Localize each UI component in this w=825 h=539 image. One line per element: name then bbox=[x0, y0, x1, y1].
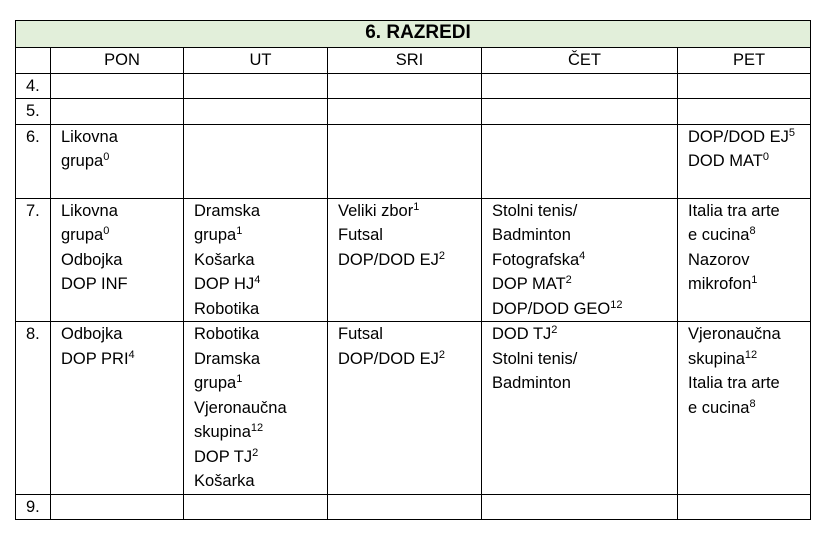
schedule-cell bbox=[482, 322, 678, 495]
schedule-cell bbox=[678, 494, 811, 520]
activity-footnote: 0 bbox=[103, 151, 110, 163]
activity-entry: grupa$^0$ bbox=[61, 225, 110, 244]
period-label: 4. bbox=[16, 73, 51, 99]
schedule-cell bbox=[328, 198, 482, 322]
schedule-cell bbox=[678, 124, 811, 198]
activity-entry: Nazorov bbox=[688, 250, 750, 269]
activity-entry: Badminton bbox=[492, 226, 571, 244]
activity-entry: Robotika bbox=[194, 325, 260, 343]
activity-entry: Likovna bbox=[61, 127, 118, 146]
period-label: 9. bbox=[16, 494, 51, 520]
activity-entry: DOP/DOD $EJ^2$ bbox=[338, 249, 445, 269]
activity-footnote: 12 bbox=[744, 348, 758, 361]
activity-footnote: 4 bbox=[579, 249, 586, 262]
schedule-cell bbox=[482, 99, 678, 125]
header-day-pet: PET bbox=[678, 48, 811, 74]
activity-entry: DOP MAT$^2$ bbox=[492, 274, 572, 293]
activity-entry: Stolni tenis/ bbox=[492, 201, 578, 220]
activity-entry: DOP $TJ^2$ bbox=[194, 446, 259, 466]
activity-entry: Dramska bbox=[194, 201, 261, 220]
schedule-cell bbox=[51, 198, 184, 322]
activity-footnote: 0 bbox=[762, 151, 769, 163]
activity-entry: DOD $TJ^2$ bbox=[492, 324, 558, 343]
activity-footnote: 2 bbox=[551, 324, 558, 336]
activity-footnote: 5 bbox=[788, 126, 795, 139]
schedule-cell bbox=[678, 322, 811, 495]
activity-entry: grupa$^1$ bbox=[194, 225, 243, 244]
schedule-cell bbox=[328, 322, 482, 495]
activity-footnote: 12 bbox=[250, 422, 264, 434]
header-day-sri: SRI bbox=[328, 48, 482, 74]
activity-footnote: 4 bbox=[128, 348, 135, 361]
schedule-cell bbox=[51, 99, 184, 125]
schedule-cell bbox=[482, 124, 678, 198]
activity-footnote: 1 bbox=[413, 200, 420, 213]
activity-entry: DOD MAT$^0$ bbox=[688, 151, 769, 170]
schedule-table bbox=[15, 20, 811, 520]
header-day-cet: ČET bbox=[482, 48, 678, 74]
period-label: 5. bbox=[16, 99, 51, 125]
activity-entry: grupa$^0$ bbox=[61, 151, 110, 170]
activity-footnote: 12 bbox=[610, 298, 623, 311]
period-label: 8. bbox=[16, 322, 51, 495]
activity-entry: skupina$^{12}$ bbox=[194, 422, 264, 441]
activity-footnote: 1 bbox=[751, 274, 758, 286]
activity-footnote: 8 bbox=[749, 397, 756, 410]
activity-entry: Robotika bbox=[194, 299, 260, 318]
schedule-cell bbox=[482, 198, 678, 322]
schedule-cell bbox=[678, 99, 811, 125]
schedule-cell bbox=[184, 322, 328, 495]
activity-footnote: 8 bbox=[749, 225, 756, 237]
activity-entry: Futsal bbox=[338, 226, 383, 244]
schedule-cell bbox=[482, 494, 678, 520]
activity-entry: Vjeronaučna bbox=[688, 325, 781, 343]
activity-entry: DOP INF bbox=[61, 275, 128, 293]
activity-entry: Košarka bbox=[194, 472, 255, 490]
activity-entry: DOP/DOD $EJ^2$ bbox=[338, 348, 445, 368]
activity-footnote: 1 bbox=[236, 225, 243, 237]
activity-entry: Likovna bbox=[61, 201, 118, 220]
activity-entry: Badminton bbox=[492, 374, 571, 392]
activity-entry: skupina$^{12}$ bbox=[688, 348, 758, 368]
activity-entry: Veliki zbor$^1$ bbox=[338, 200, 420, 220]
period-row bbox=[16, 99, 811, 125]
activity-entry: Fotografska$^4$ bbox=[492, 249, 586, 269]
activity-entry: Košarka bbox=[194, 250, 255, 269]
activity-entry: Futsal bbox=[338, 325, 383, 343]
activity-entry: Dramska bbox=[194, 349, 261, 368]
activity-footnote: 1 bbox=[236, 373, 243, 385]
schedule-cell bbox=[51, 124, 184, 198]
schedule-cell bbox=[482, 73, 678, 99]
activity-entry: Odbojka bbox=[61, 325, 123, 343]
activity-entry: DOP/DOD GEO$^{12}$ bbox=[492, 298, 623, 318]
period-label: 6. bbox=[16, 124, 51, 198]
activity-footnote: 2 bbox=[252, 446, 259, 459]
activity-entry: mikrofon$^1$ bbox=[688, 274, 758, 293]
schedule-cell bbox=[51, 322, 184, 495]
activity-entry: DOP $HJ^4$ bbox=[194, 274, 261, 293]
activity-entry: Odbojka bbox=[61, 250, 123, 269]
activity-entry: Italia tra arte bbox=[688, 374, 780, 392]
table-title: 6. RAZREDI bbox=[16, 21, 811, 48]
schedule-cell bbox=[184, 494, 328, 520]
schedule-cell bbox=[184, 198, 328, 322]
activity-footnote: 4 bbox=[254, 274, 261, 286]
schedule-cell bbox=[678, 198, 811, 322]
header-day-ut: UT bbox=[184, 48, 328, 74]
period-row bbox=[16, 322, 811, 495]
schedule-cell bbox=[328, 73, 482, 99]
activity-entry: DOP/DOD $EJ^5$ bbox=[688, 126, 795, 146]
schedule-cell bbox=[184, 124, 328, 198]
period-row bbox=[16, 73, 811, 99]
activity-entry: e cucina$^8$ bbox=[688, 397, 756, 417]
header-row bbox=[16, 48, 811, 74]
activity-entry: Italia tra arte bbox=[688, 201, 780, 220]
activity-footnote: 0 bbox=[103, 225, 110, 237]
period-row bbox=[16, 124, 811, 198]
activity-footnote: 2 bbox=[565, 274, 572, 286]
schedule-cell bbox=[51, 494, 184, 520]
period-row bbox=[16, 198, 811, 322]
period-row bbox=[16, 494, 811, 520]
header-day-pon: PON bbox=[51, 48, 184, 74]
activity-entry: e cucina$^8$ bbox=[688, 225, 756, 244]
schedule-cell bbox=[51, 73, 184, 99]
activity-entry: Stolni tenis/ bbox=[492, 349, 578, 368]
period-label: 7. bbox=[16, 198, 51, 322]
schedule-cell bbox=[328, 494, 482, 520]
activity-entry: grupa$^1$ bbox=[194, 373, 243, 392]
activity-footnote: 2 bbox=[438, 249, 445, 262]
activity-entry: DOP PRI$^4$ bbox=[61, 348, 135, 368]
schedule-cell bbox=[328, 124, 482, 198]
schedule-cell bbox=[184, 99, 328, 125]
activity-footnote: 2 bbox=[438, 348, 445, 361]
schedule-cell bbox=[678, 73, 811, 99]
schedule-cell bbox=[328, 99, 482, 125]
activity-entry: Vjeronaučna bbox=[194, 398, 287, 417]
schedule-cell bbox=[184, 73, 328, 99]
header-corner bbox=[16, 48, 51, 74]
